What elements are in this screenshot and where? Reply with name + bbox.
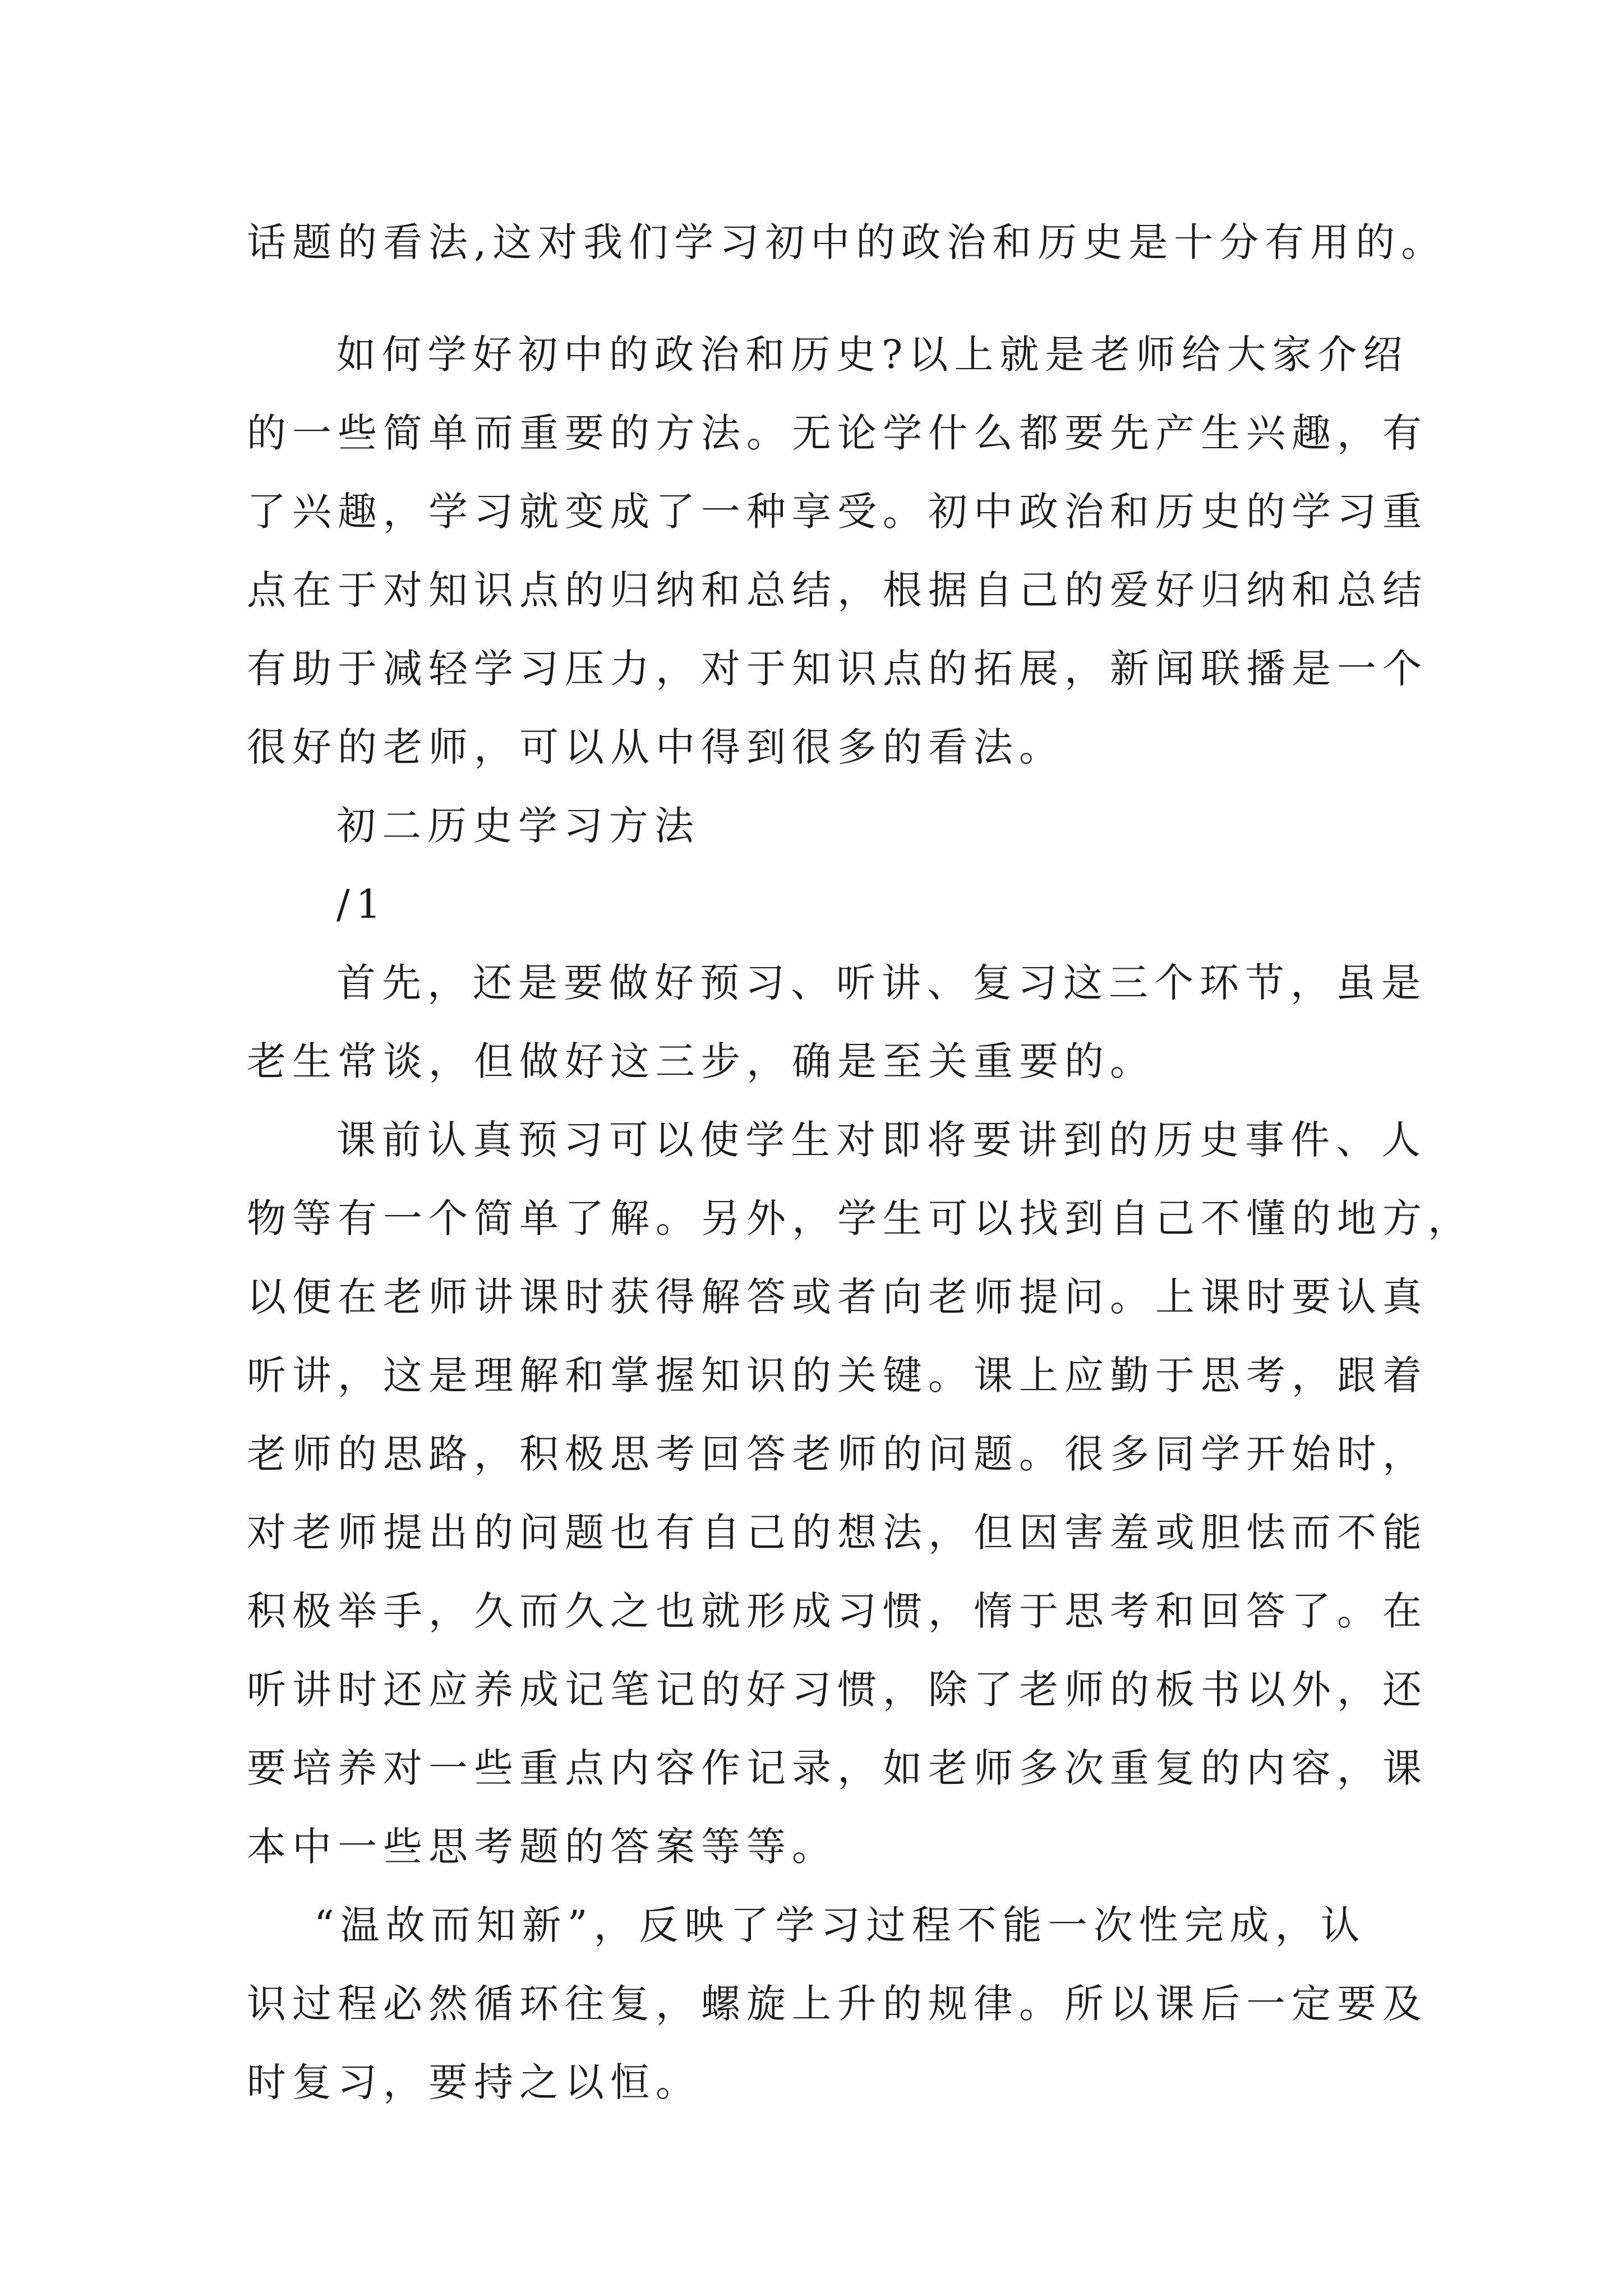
text-line: 物等有一个简单了解。另外，学生可以找到自己不懂的地方， — [247, 1195, 1473, 1241]
text-line: 要培养对一些重点内容作记录，如老师多次重复的内容，课 — [247, 1745, 1428, 1791]
text-line: 了兴趣，学习就变成了一种享受。初中政治和历史的学习重 — [247, 489, 1428, 535]
paragraph-first-line: 如何学好初中的政治和历史?以上就是老师给大家介绍 — [336, 332, 1409, 378]
text-line: 积极举手，久而久之也就形成习惯，惰于思考和回答了。在 — [247, 1588, 1428, 1634]
text-line: 有助于减轻学习压力，对于知识点的拓展，新闻联播是一个 — [247, 646, 1428, 692]
text-line: 识过程必然循环往复，螺旋上升的规律。所以课后一定要及 — [247, 1981, 1428, 2027]
text-line: 点在于对知识点的归纳和总结，根据自己的爱好归纳和总结 — [247, 567, 1428, 613]
paragraph-first-line: 首先，还是要做好预习、听讲、复习这三个环节，虽是 — [336, 960, 1427, 1006]
section-heading: 初二历史学习方法 — [336, 803, 700, 849]
section-number: /1 — [336, 881, 388, 927]
text-line: 对老师提出的问题也有自己的想法，但因害羞或胆怯而不能 — [247, 1510, 1428, 1556]
text-line: 以便在老师讲课时获得解答或者向老师提问。上课时要认真 — [247, 1274, 1428, 1320]
paragraph-first-line: “温故而知新”，反映了学习过程不能一次性完成，认 — [314, 1902, 1366, 1948]
text-line: 很好的老师，可以从中得到很多的看法。 — [247, 724, 1064, 770]
text-line: 本中一些思考题的答案等等。 — [247, 1824, 837, 1870]
text-line: 时复习，要持之以恒。 — [247, 2059, 701, 2105]
text-line: 的一些简单而重要的方法。无论学什么都要先产生兴趣，有 — [247, 410, 1428, 456]
paragraph-first-line: 课前认真预习可以使学生对即将要讲到的历史事件、人 — [336, 1117, 1427, 1163]
text-line: 老生常谈，但做好这三步，确是至关重要的。 — [247, 1038, 1155, 1084]
text-line: 听讲时还应养成记笔记的好习惯，除了老师的板书以外，还 — [247, 1667, 1428, 1713]
text-line: 听讲，这是理解和掌握知识的关键。课上应勤于思考，跟着 — [247, 1352, 1428, 1398]
text-line: 老师的思路，积极思考回答老师的问题。很多同学开始时， — [247, 1431, 1428, 1477]
text-line: 话题的看法,这对我们学习初中的政治和历史是十分有用的。 — [247, 219, 1447, 265]
